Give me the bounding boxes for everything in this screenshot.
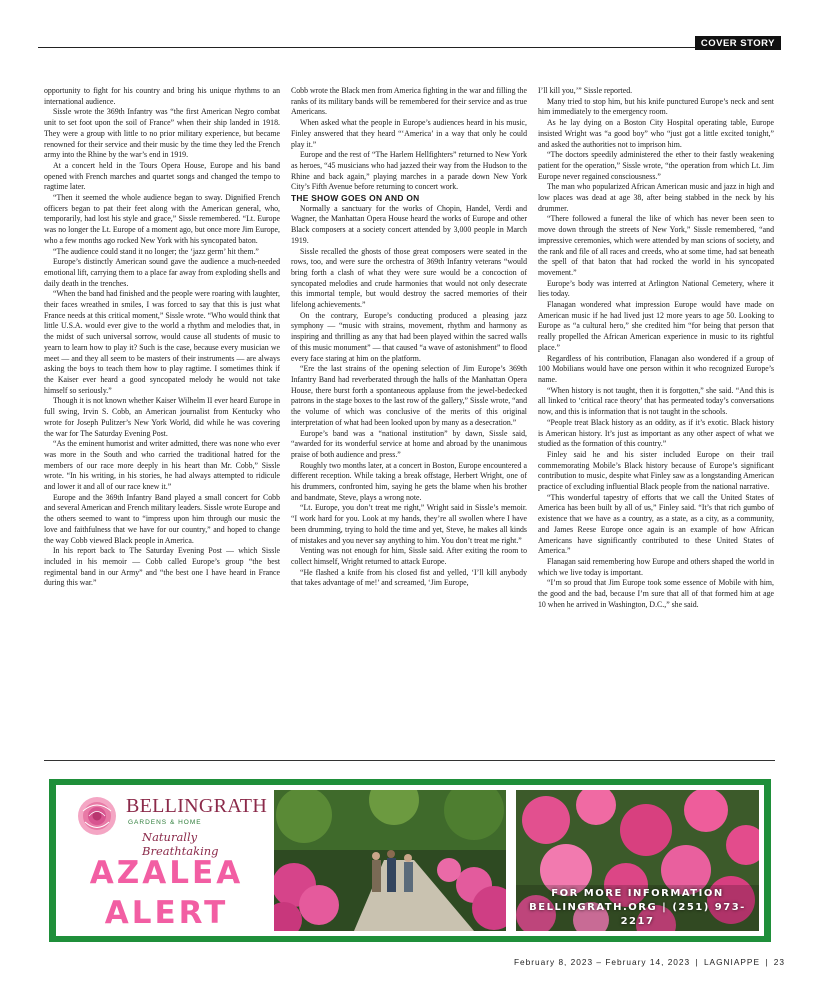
footer-divider: | bbox=[695, 957, 699, 967]
ad-info-heading: FOR MORE INFORMATION bbox=[551, 888, 724, 899]
ad-brand: BELLINGRATH bbox=[126, 795, 268, 817]
article-paragraph: Though it is not known whether Kaiser Wilhelm II ever heard Europe in full swing, Irvin S. Cobb, an American journalist from Kentucky who wrote for Joseph Pulitzer’s New York World, did while he was covering the war for The Saturday Evening Post. bbox=[44, 396, 280, 438]
section-subhead: THE SHOW GOES ON AND ON bbox=[291, 193, 420, 204]
article-paragraph: The man who popularized African American music and jazz in high and low places was dead at age 38, after being stabbed in the neck by his drummer. bbox=[538, 182, 774, 213]
article-paragraph: “He flashed a knife from his closed fist and yelled, ‘I’ll kill anybody that takes advantage of me!’ and screamed, ‘Jim Europe, bbox=[291, 567, 527, 588]
article-paragraph: “Ere the last strains of the opening selection of Jim Europe’s 369th Infantry Band had reverberated through the halls of the Manhattan Opera House, there burst forth a spontaneous applause from the jewel-bedecked patrons in the stage boxes to the last row of the gallery,” Sissle wrote, “and the volume of which was conclusive of the merits of this original interpretation of what had been looked upon by many as a desecration.” bbox=[291, 364, 527, 427]
article-paragraph: opportunity to fight for his country and bring his unique rhythms to an international audience. bbox=[44, 86, 280, 106]
article-paragraph: Venting was not enough for him, Sissle said. After exiting the room to collect himself, Wright returned to attack Europe. bbox=[291, 546, 527, 566]
article-paragraph: Sissle recalled the ghosts of those great composers were seated in the rows, too, and were sure the orchestra of 369th Infantry veterans “would bring forth a clash of what they were sure would be a concoction of syncopated melodies and crude harmonies that would not only desecrate this immortal temple, but would destroy the sacred memories of their lifelong achievements.” bbox=[291, 246, 527, 310]
article-paragraph: “The doctors speedily administered the ether to their fastly weakening patient for the operation,” Sissle wrote, “the operation from which Lt. Jim Europe never regained consciousness.” bbox=[538, 150, 774, 181]
article-paragraph: Regardless of his contribution, Flanagan also wondered if a group of 100 Mobilians would have one person within it who recognized Europe’s name. bbox=[538, 353, 774, 384]
article-column-1 bbox=[44, 86, 280, 589]
article-paragraph: Flanagan wondered what impression Europe would have made on American music if he had lived just 12 more years to age 50. Looking to Europe as “a cultural hero,” she credited him “for being that person that really propelled the African American experience in music to its rightful place.” bbox=[538, 300, 774, 352]
rose-logo-icon bbox=[76, 795, 118, 837]
article-paragraph: “When history is not taught, then it is forgotten,” she said. “And this is all linked to ‘critical race theory’ that has permeated today’s conversations now, and this is information that is not taught in the schools. bbox=[538, 385, 774, 417]
footer-divider: | bbox=[765, 957, 769, 967]
article-paragraph: Europe’s band was a “national institution” by dawn, Sissle said, “awarded for its wonderful service at home and abroad by the unanimous praise of both audience and press.” bbox=[291, 428, 527, 459]
article-paragraph: Europe and the rest of “The Harlem Hellfighters” returned to New York as heroes, “45 musicians who had jazzed their way from the Hudson to the Rhine and back again,” playing marches in a parade down New York City’s Fifth Avenue before returning to concert work. bbox=[291, 150, 527, 192]
article-paragraph: Europe’s distinctly American sound gave the audience a much-needed emotional lift, carrying them to a place far away from exploding shells and daily death in the trenches. bbox=[44, 257, 280, 288]
page-footer bbox=[514, 957, 785, 967]
ad-headline bbox=[64, 853, 269, 933]
article-paragraph: Europe’s body was interred at Arlington National Cemetery, where it lies today. bbox=[538, 278, 774, 299]
article-paragraph: Finley said he and his sister included Europe on their trail commemorating Mobile’s Black history because of Europe’s significant contribution to music, despite what Finley saw as a longstanding American practice of excluding influential Black people from the national narrative. bbox=[538, 449, 774, 492]
article-paragraph: “The audience could stand it no longer; the ‘jazz germ’ hit them.” bbox=[53, 246, 259, 256]
ad-contact-link[interactable]: BELLINGRATH.ORG | (251) 973-2217 bbox=[529, 902, 746, 927]
article-paragraph: Many tried to stop him, but his knife punctured Europe’s neck and sent him immediately to the emergency room. bbox=[538, 96, 774, 117]
article-paragraph: “This wonderful tapestry of efforts that we call the United States of America has been built by all of us,” Finley said. “It’s that rich gumbo of existence that we have as a country, as a state, as a city, as a community, and James Reese Europe once again is an example of how African Americans have significantly contributed to these United States of America.” bbox=[538, 492, 774, 556]
article-paragraph: “As the eminent humorist and writer admitted, there was none who ever was more in the South and who carried the traditional hatred for the members of our race more deeply in his heart than Mr. Cobb,” Sissle wrote. “In his writing, in his stories, he had always attempted to ridicule and lower it and all of our race knew it.” bbox=[44, 439, 280, 492]
article-paragraph: “Lt. Europe, you don’t treat me right,” Wright said in Sissle’s memoir. “I work hard for you. Look at my hands, they’re all swollen where I have been drumming, trying to hold the time and yet, Steve, he makes all kinds of mistakes and you never say anything to him. You don’t treat me right.” bbox=[291, 503, 527, 545]
bellingrath-ad[interactable] bbox=[49, 779, 771, 942]
garden-path-image bbox=[274, 790, 506, 931]
article-paragraph: When asked what the people in Europe’s audiences heard in his music, Finley answered that they heard “‘America’ in a way that only he could play it.” bbox=[291, 118, 527, 149]
top-rule bbox=[38, 47, 781, 48]
publication-name: LAGNIAPPE bbox=[703, 957, 760, 967]
article-paragraph: As he lay dying on a Boston City Hospital operating table, Europe insisted Wright was “a good boy” who “just got a little excited tonight,” and asked the authorities not to imprison him. bbox=[538, 118, 774, 149]
article-column-2 bbox=[291, 86, 527, 589]
ad-logo-area bbox=[56, 785, 270, 936]
ad-tagline: Naturally Breathtaking bbox=[142, 830, 219, 858]
article-paragraph: Europe and the 369th Infantry Band played a small concert for Cobb and several American and French military leaders. Sissle wrote Europe and the others seemed to want to “impress upon him through our music the love and faithfulness that we have for our country,” and hoped to change the way Cobb viewed Black people in America. bbox=[44, 492, 280, 545]
article-paragraph: Flanagan said remembering how Europe and others shaped the world in which we live today is important. bbox=[538, 556, 774, 577]
article-paragraph: On the contrary, Europe’s conducting produced a pleasing jazz symphony — “music with strains, movement, rhythm and harmony as inspiring and thrilling as any that had been played within the sacred walls of this music monument” — that caused “a wave of astonishment” to flood every face staring at him on the platform. bbox=[291, 310, 527, 363]
article-paragraph: I’ll kill you,’” Sissle reported. bbox=[538, 86, 633, 95]
article-paragraph: Normally a sanctuary for the works of Chopin, Handel, Verdi and Wagner, the Manhattan Opera House heard the works of Europe and other Black composers at a society concert attended by 3,000 people in March 1919. bbox=[291, 203, 527, 245]
article-paragraph: “When the band had finished and the people were roaring with laughter, their faces wreathed in smiles, I was forced to say that this is just what France needs at this critical moment,” Sissle wrote. “Who would think that little U.S.A. would ever give to the world a rhythm and melodies that, in the midst of such universal sorrow, would cause all students of music to yearn to learn how to play it? Such is the case, because every musician we meet — and they all seem to be masters of their instruments — are always asking the boys to teach them how to play ragtime. I sometimes think if the Kaiser ever heard a good syncopated melody he would not take himself so seriously.” bbox=[44, 289, 280, 395]
ad-info[interactable] bbox=[516, 887, 759, 929]
article-paragraph: At a concert held in the Tours Opera House, Europe and his band opened with French marches and quartet songs and changed the tempo to ragtime later. bbox=[44, 160, 280, 192]
section-tag: COVER STORY bbox=[695, 36, 781, 50]
article-paragraph: Cobb wrote the Black men from America fighting in the war and filling the ranks of its military bands will be remembered for their service and as true Americans. bbox=[291, 86, 527, 117]
page-number: 23 bbox=[773, 957, 785, 967]
article-paragraph: “Then it seemed the whole audience began to sway. Dignified French officers began to pat their feet along with the American general, who, temporarily, had lost his style and grace,” Sissle remembered. “Lt. Europe was no longer the Lt. Europe of a moment ago, but once more Jim Europe, who a few months ago rocked New York with his syncopated baton. bbox=[44, 193, 280, 245]
issue-dates: February 8, 2023 – February 14, 2023 bbox=[513, 957, 691, 967]
article-paragraph: “There followed a funeral the like of which has never been seen to move down through the streets of New York,” Sissle remembered, “and impressive ceremonies, which were attended by man scions of society, and the rank and file of all races and creeds, who at some time, had sat beneath the spell of that baton that had rocked the world in his syncopated movement.” bbox=[538, 214, 774, 277]
ad-headline-line-2: ALERT bbox=[104, 895, 229, 931]
garden-path-photo bbox=[274, 790, 506, 931]
article-paragraph: “People treat Black history as an oddity, as if it’s exotic. Black history is American history. It’s just as important as any other aspect of what we studied as the formation of this country.” bbox=[538, 417, 774, 449]
article-paragraph: Roughly two months later, at a concert in Boston, Europe encountered a different reception. While taking a break offstage, Herbert Wright, one of his drummers, confronted him, saying he gets the blame when his brother and bandmate, Steve, plays a wrong note. bbox=[291, 460, 527, 502]
ad-headline-line-1: AZALEA bbox=[89, 855, 244, 891]
bottom-rule bbox=[44, 760, 775, 761]
article-paragraph: In his report back to The Saturday Evening Post — which Sissle included in his memoir — Cobb called Europe’s group “the best regimental band in our Army” and “the best one I have heard in France during this war.” bbox=[44, 546, 280, 588]
article-paragraph: “I’m so proud that Jim Europe took some essence of Mobile with him, the good and the bad, because I’m sure that all of that formed him at age 10 when he arrived in Washington, D.C.,” she said. bbox=[538, 578, 774, 609]
article-paragraph: Sissle wrote the 369th Infantry was “the first American Negro combat unit to set foot upon the soil of France” when their ship landed in 1918. They were a group with little to no prior military experience, but became renowned for their service and their music by the time they led the French army into the Rhine by the war’s end in 1919. bbox=[44, 107, 280, 160]
ad-brand-sub: GARDENS & HOME bbox=[128, 819, 202, 826]
article-column-3 bbox=[538, 86, 774, 610]
